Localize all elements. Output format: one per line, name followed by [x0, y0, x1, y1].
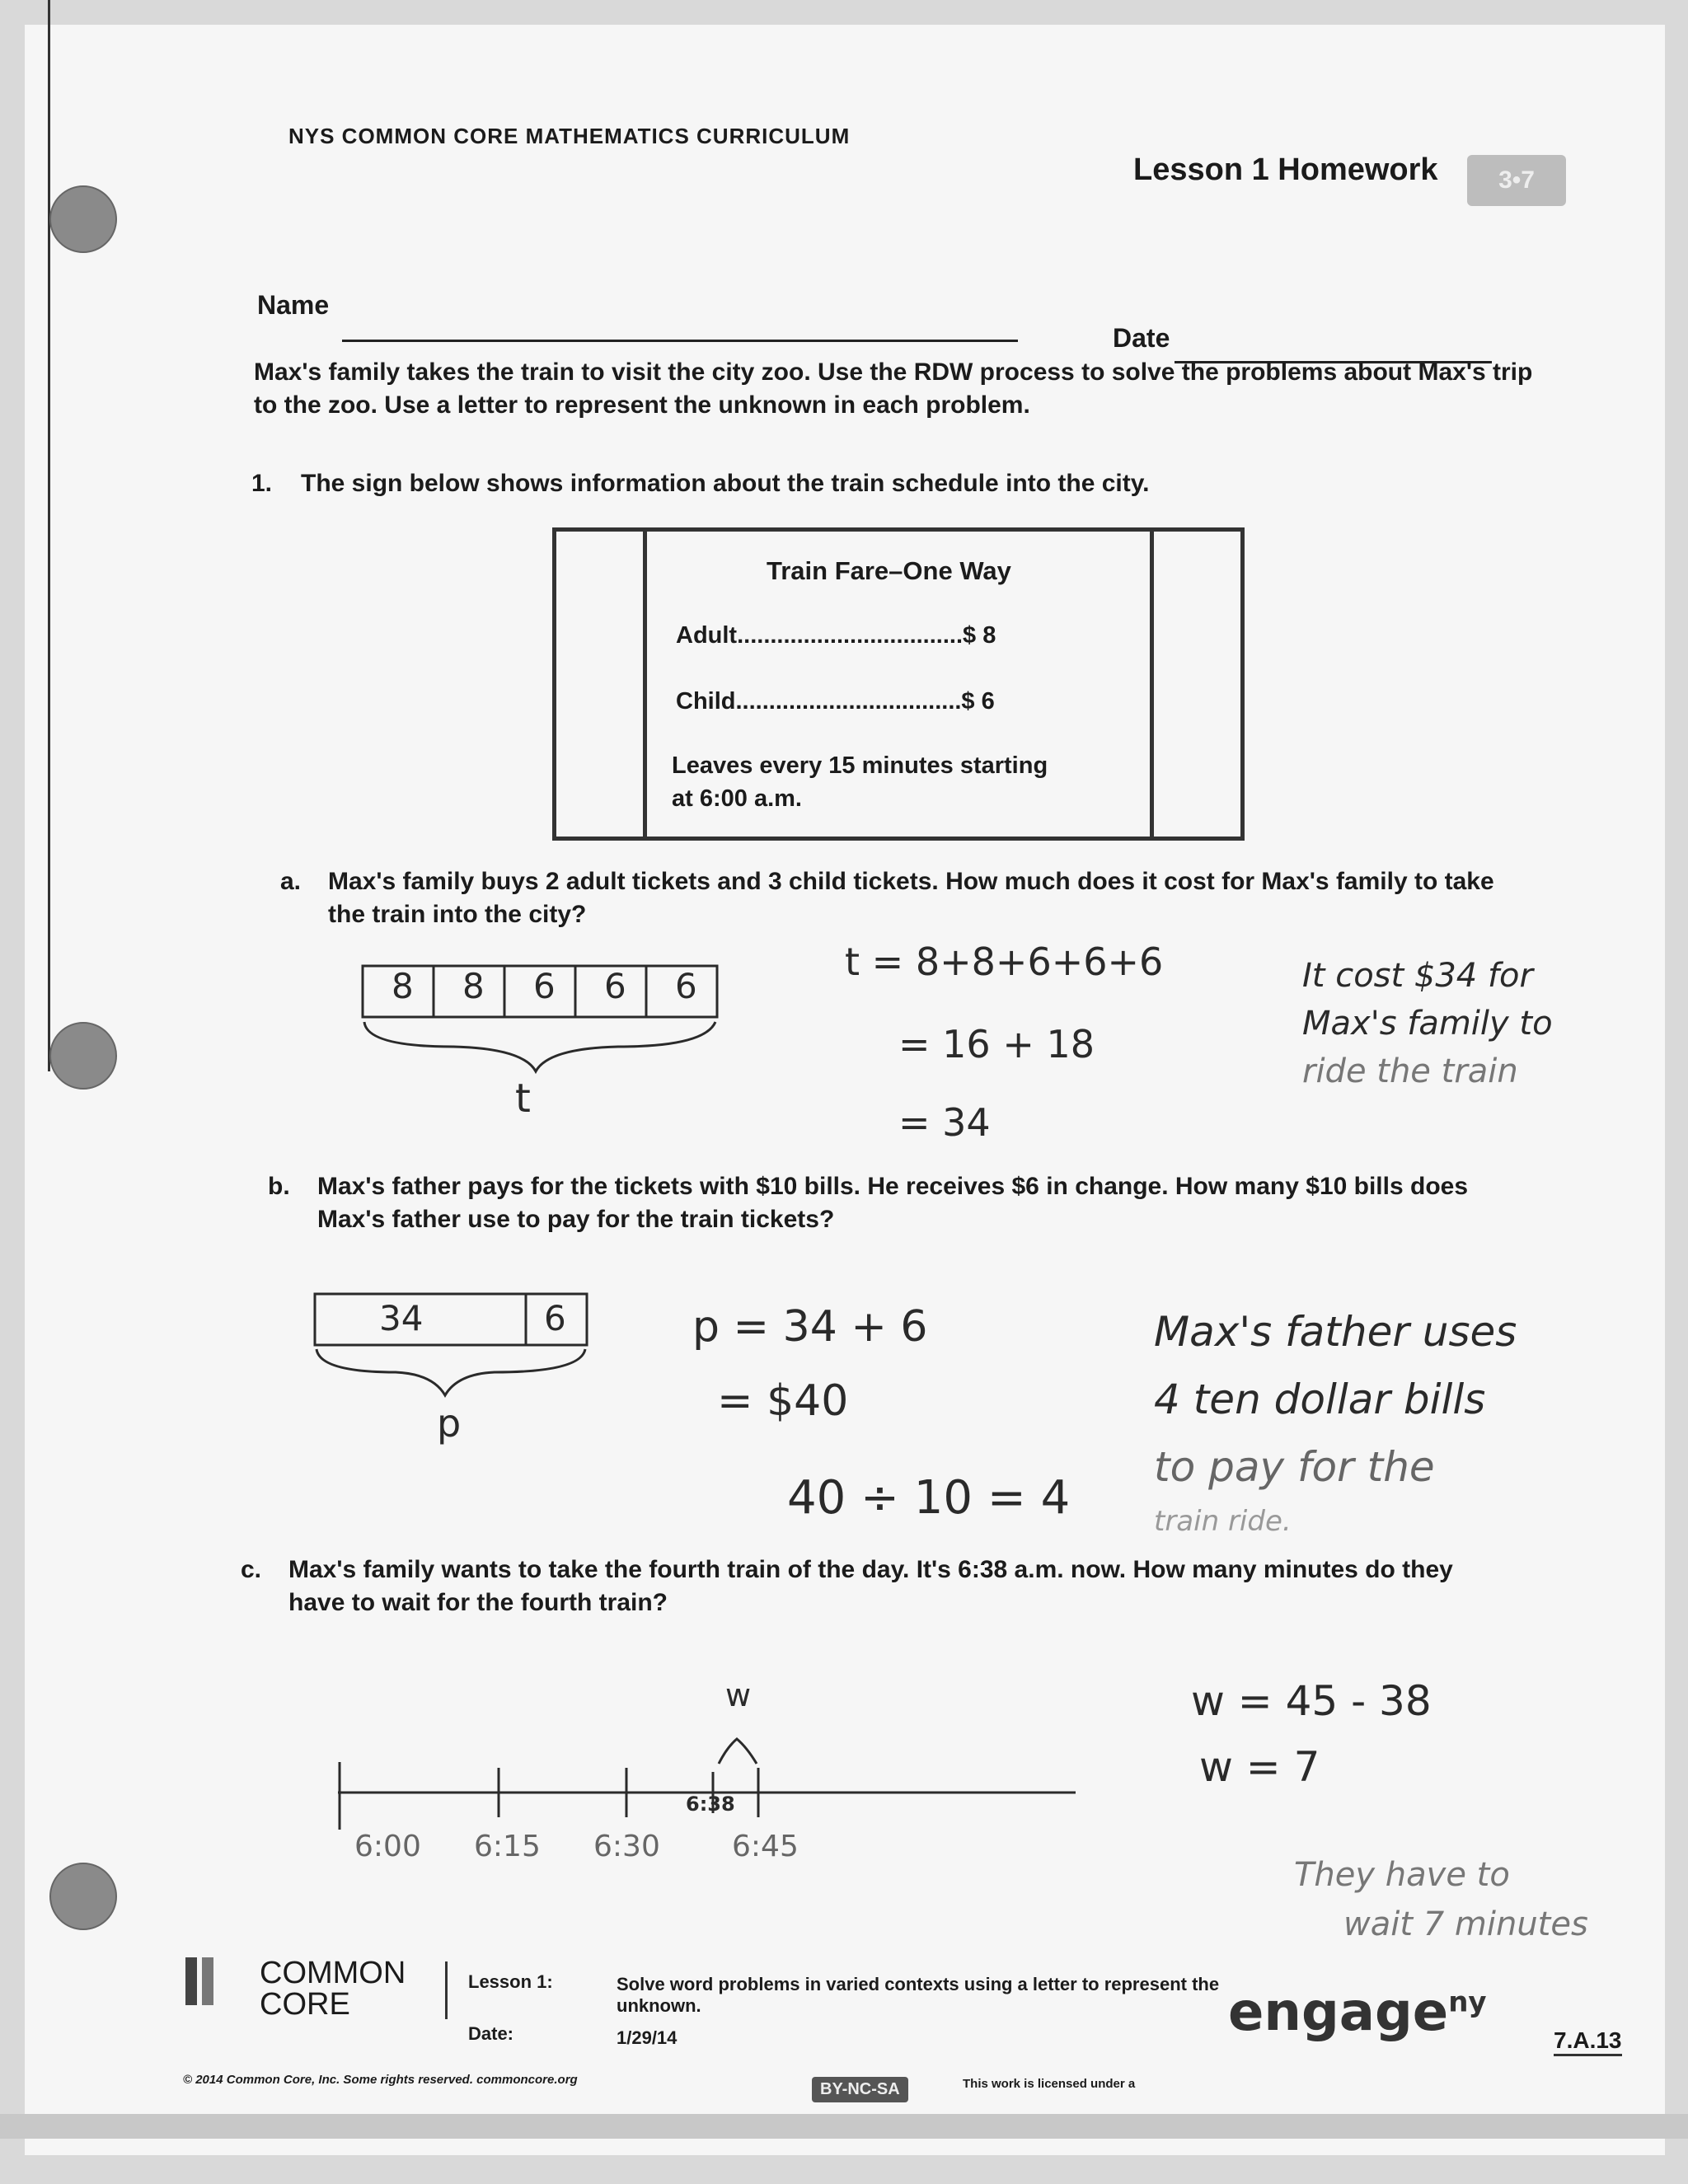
lesson-title: Lesson 1 Homework: [1133, 152, 1438, 187]
answer-a: [1302, 952, 1553, 1095]
work-line: w = 7: [1199, 1743, 1320, 1791]
footer-date-label: Date:: [468, 2023, 514, 2044]
tape-cell: 6: [533, 966, 556, 1006]
footer-lesson-label: Lesson 1:: [468, 1971, 553, 1992]
work-line: = 16 + 18: [898, 1022, 1095, 1066]
common-core-logo: [260, 1957, 406, 2020]
answer-line: to pay for the: [1154, 1443, 1435, 1491]
answer-line: They have to: [1294, 1856, 1510, 1894]
footer-description-line: Solve word problems in varied contexts using a letter to represent the: [617, 1974, 1220, 1994]
sign-left-panel: [643, 532, 647, 837]
tape-cell: 8: [462, 966, 485, 1006]
number-line-now-label: 6:38: [686, 1793, 735, 1816]
common-core-logo-bar: [202, 1957, 213, 2005]
answer-line: train ride.: [1154, 1505, 1292, 1538]
footer-description: [617, 1974, 1219, 2017]
part-b-line: Max's father pays for the tickets with $10 bills. He receives $6 in change. How many $10 bills does: [317, 1173, 1469, 1200]
wait-arc: [719, 1739, 757, 1764]
question-1-text: The sign below shows information about the train schedule into the city.: [301, 470, 1150, 497]
tape-unknown-label: t: [515, 1076, 531, 1122]
tape-cell: 6: [604, 966, 626, 1006]
license-text: This work is licensed under a: [963, 2077, 1136, 2091]
intro-line: Max's family takes the train to visit the city zoo. Use the RDW process to solve the problems about Max's trip: [254, 359, 1533, 386]
part-a-text: [328, 865, 1581, 931]
sign-title: Train Fare–One Way: [767, 556, 1011, 585]
part-letter: c.: [241, 1556, 262, 1583]
intro-paragraph: [254, 356, 1573, 422]
tape-cell: 6: [675, 966, 697, 1006]
answer-b: [1154, 1298, 1517, 1542]
page-code: 7.A.13: [1554, 2027, 1622, 2056]
tick-label: 6:15: [474, 1830, 541, 1863]
sign-right-panel: [1150, 532, 1154, 837]
tape-cell: 34: [379, 1298, 424, 1338]
answer-c: [1294, 1850, 1588, 1949]
sign-schedule-line: Leaves every 15 minutes starting: [672, 752, 1048, 779]
answer-line: Max's family to: [1302, 1005, 1553, 1043]
work-line: t = 8+8+6+6+6: [845, 940, 1164, 984]
tick-label: 6:45: [732, 1830, 799, 1863]
tick-label: 6:30: [593, 1830, 660, 1863]
engageny-logo: engage$^{ny}$: [1228, 1982, 1487, 2043]
sign-adult-fare: Adult..................................$ 8: [676, 622, 996, 649]
module-badge: 3•7: [1467, 155, 1566, 206]
name-field[interactable]: [342, 340, 1018, 342]
part-a-line: Max's family buys 2 adult tickets and 3 child tickets. How much does it cost for Max's family to take: [328, 868, 1494, 895]
part-b-text: [317, 1170, 1578, 1236]
intro-line: to the zoo. Use a letter to represent the unknown in each problem.: [254, 391, 1030, 419]
answer-line: wait 7 minutes: [1343, 1905, 1588, 1943]
part-letter: a.: [280, 868, 302, 895]
part-c-line: Max's family wants to take the fourth train of the day. It's 6:38 a.m. now. How many minutes do they: [288, 1556, 1453, 1583]
punch-hole-bottom: [49, 1863, 117, 1930]
work-line: 40 ÷ 10 = 4: [787, 1471, 1071, 1525]
date-label: Date: [1113, 323, 1170, 353]
tape-unknown-label: p: [437, 1401, 462, 1446]
work-line: = $40: [717, 1376, 849, 1426]
copyright-notice: © 2014 Common Core, Inc. Some rights reserved. commoncore.org: [183, 2073, 578, 2087]
footer-divider: [445, 1961, 448, 2019]
punch-hole-top: [49, 185, 117, 253]
curriculum-title: NYS COMMON CORE MATHEMATICS CURRICULUM: [288, 124, 851, 148]
footer-description-line: unknown.: [617, 1995, 701, 2016]
scan-edge: [0, 2114, 1688, 2139]
train-fare-sign: [552, 527, 1245, 841]
tick-label: 6:00: [354, 1830, 421, 1863]
answer-line: ride the train: [1302, 1052, 1518, 1090]
punch-hole-middle: [49, 1022, 117, 1090]
work-line: w = 45 - 38: [1191, 1677, 1432, 1725]
sign-schedule-line: at 6:00 a.m.: [672, 785, 802, 812]
tape-cell: 6: [544, 1298, 566, 1338]
part-a-line: the train into the city?: [328, 901, 587, 928]
answer-line: Max's father uses: [1154, 1308, 1517, 1356]
logo-line: CORE: [260, 1987, 350, 2022]
footer-date: 1/29/14: [617, 2027, 678, 2048]
margin-line: [48, 0, 50, 1071]
common-core-logo-bar: [185, 1957, 197, 2005]
part-c-text: [288, 1554, 1582, 1619]
work-line: = 34: [898, 1100, 991, 1145]
logo-line: COMMON: [260, 1956, 406, 1990]
part-b-line: Max's father use to pay for the train tickets?: [317, 1206, 835, 1233]
part-letter: b.: [268, 1173, 290, 1200]
question-number: 1.: [251, 470, 273, 497]
name-label: Name: [257, 290, 330, 320]
number-line-unknown: w: [725, 1677, 752, 1713]
answer-line: 4 ten dollar bills: [1154, 1376, 1486, 1423]
tape-cell: 8: [392, 966, 414, 1006]
answer-line: It cost $34 for: [1302, 957, 1533, 995]
sign-child-fare: Child..................................$ 6: [676, 688, 995, 715]
cc-license-badge: BY-NC-SA: [812, 2077, 908, 2102]
part-c-line: have to wait for the fourth train?: [288, 1589, 668, 1616]
work-line: p = 34 + 6: [692, 1302, 928, 1352]
